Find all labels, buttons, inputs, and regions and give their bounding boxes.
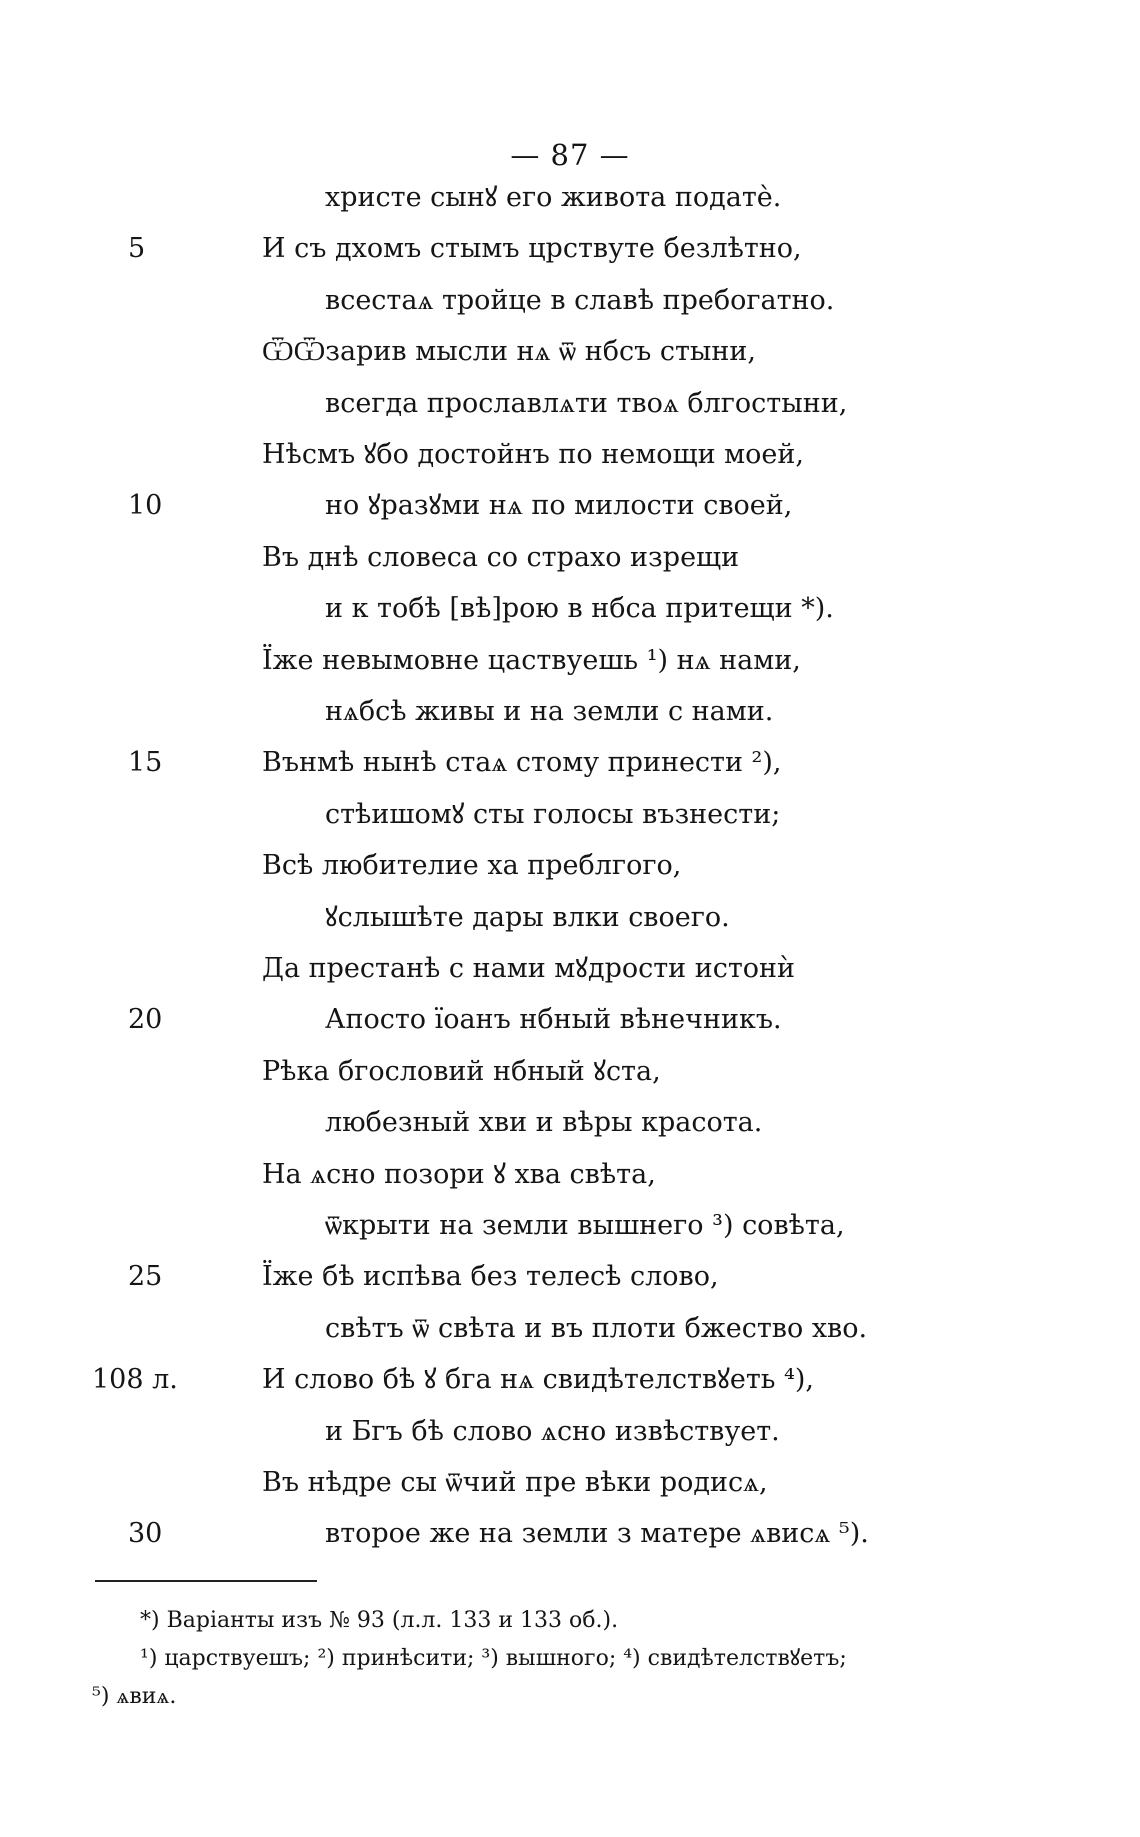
poem-line: второе же на земли з матере ѧвисѧ ⁵). (325, 1518, 869, 1549)
poem-line: ѾѾзарив мысли нѧ ѿ нбсъ стыни, (262, 336, 756, 367)
page-number: — 87 — (510, 138, 630, 172)
poem-line: На ѧсно позори ꙋ хва свѣта, (262, 1159, 656, 1190)
poem-line: и Бгъ бѣ слово ѧсно извѣствует. (325, 1416, 780, 1447)
poem-line: но ꙋразꙋми нѧ по милости своей, (325, 490, 793, 521)
line-number: 30 (128, 1518, 163, 1549)
line-number: 20 (128, 1004, 163, 1035)
poem-line: и к тобѣ [вѣ]рою в нбса притещи *). (325, 593, 834, 624)
poem-line: И съ дхомъ стымъ црствуте безлѣтно, (262, 233, 802, 264)
poem-line: ꙋслышѣте дары влки своего. (325, 902, 730, 933)
poem-line: стѣишомꙋ сты голосы възнести; (325, 799, 781, 830)
poem-line: свѣтъ ѿ свѣта и въ плоти бжество хво. (325, 1313, 868, 1344)
poem-line: Всѣ любителие ха преблгого, (262, 850, 682, 881)
poem-line: Въ нѣдре сы ѿчий пре вѣки родисѧ, (262, 1467, 768, 1498)
poem-line: всегда прославлѧти твоѧ блгостыни, (325, 388, 848, 419)
line-number: 108 л. (92, 1364, 178, 1395)
line-number: 25 (128, 1261, 163, 1292)
poem-line: любезный хви и вѣры красота. (325, 1107, 763, 1138)
poem-line: Нѣсмъ ꙋбо достойнъ по немощи моей, (262, 439, 804, 470)
poem-line: Вънмѣ нынѣ стаѧ стому принести ²), (262, 747, 782, 778)
poem-line: Їже бѣ испѣва без телесѣ слово, (262, 1261, 719, 1292)
poem-line: Їже невымовне цаствуешь ¹) нѧ нами, (262, 645, 801, 676)
footnote-variants: *) Варіанты изъ № 93 (л.л. 133 и 133 об.). (140, 1608, 619, 1633)
poem-line: всестаѧ тройце в славѣ пребогатно. (325, 285, 835, 316)
poem-line: Апосто їоанъ нбный вѣнечникъ. (325, 1004, 782, 1035)
poem-line: ѿкрыти на земли вышнего ³) совѣта, (325, 1210, 845, 1241)
poem-line: христе сынꙋ его живота податѐ. (325, 182, 782, 213)
poem-line: И слово бѣ ꙋ бга нѧ свидѣтелствꙋеть ⁴), (262, 1364, 814, 1395)
line-number: 10 (128, 490, 163, 521)
poem-line: Рѣка бгословий нбный ꙋста, (262, 1056, 661, 1087)
poem-line: нѧбсѣ живы и на земли с нами. (325, 696, 774, 727)
footnote-readings-cont: ⁵) ѧвиѧ. (92, 1684, 177, 1709)
line-number: 15 (128, 747, 163, 778)
footnote-readings: ¹) царствуешъ; ²) принѣсити; ³) вышного; ⁴) свидѣтелствꙋетъ; (140, 1646, 847, 1671)
footnote-divider (95, 1580, 317, 1582)
line-number: 5 (128, 233, 146, 264)
poem-line: Въ днѣ словеса со страхо изрещи (262, 542, 740, 573)
poem-line: Да престанѣ с нами мꙋдрости истонѝ (262, 953, 796, 984)
